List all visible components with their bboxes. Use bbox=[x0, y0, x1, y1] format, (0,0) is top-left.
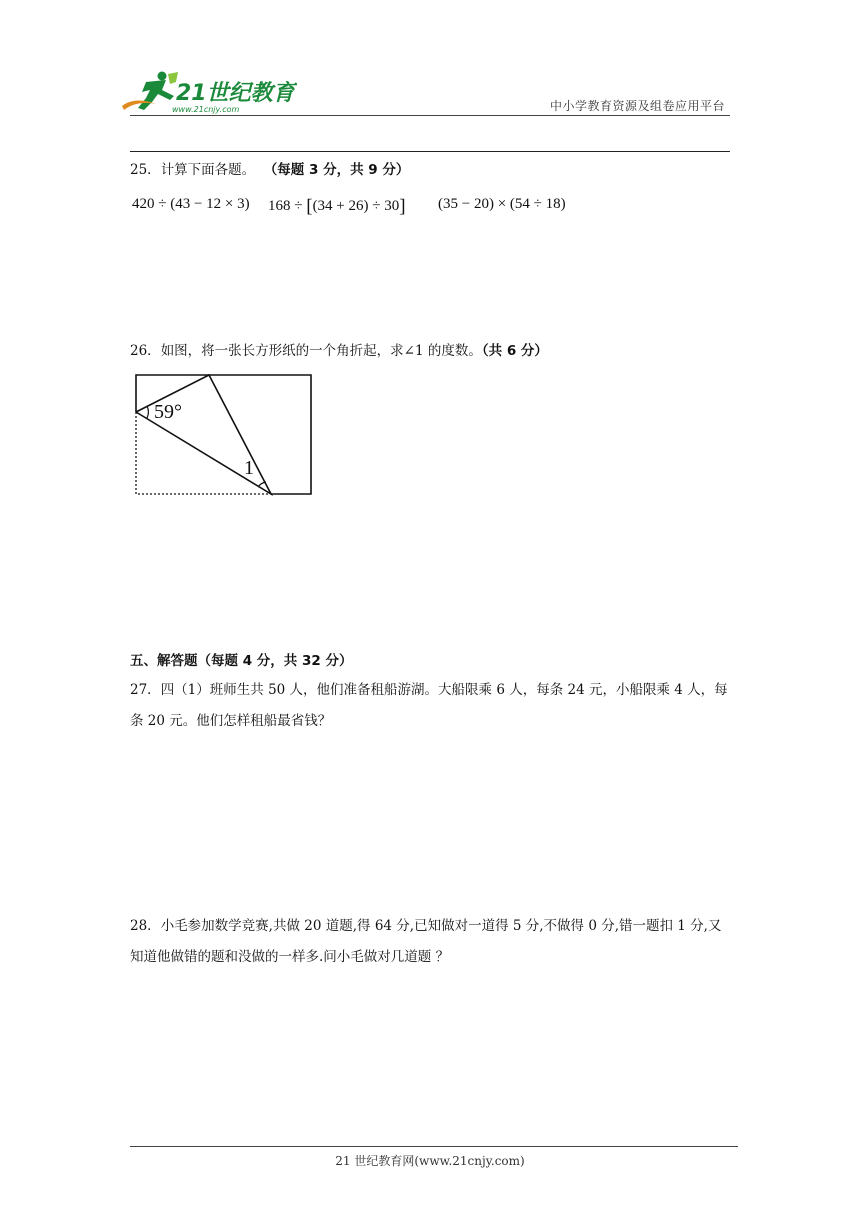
expression-2-prefix: 168 ÷ bbox=[268, 198, 307, 214]
question-text: 计算下面各题。 bbox=[160, 162, 256, 178]
question-text: 如图，将一张长方形纸的一个角折起，求∠1 的度数。 bbox=[160, 343, 482, 359]
expression-1: 420 ÷ (43 − 12 × 3) bbox=[132, 196, 250, 212]
folded-paper-figure bbox=[130, 370, 315, 500]
expression-2-inner: (34 + 26) ÷ 30 bbox=[312, 198, 400, 214]
question-number: 26． bbox=[130, 343, 161, 359]
question-25 bbox=[130, 156, 409, 184]
question-number: 27． bbox=[130, 682, 161, 698]
angle-59-arc bbox=[147, 406, 148, 418]
question-number: 28． bbox=[130, 918, 161, 934]
question-text: 小毛参加数学竞赛,共做 20 道题,得 64 分,已知做对一道得 5 分,不做得 0 分,错一题扣 1 分,又知道他做错的题和没做的一样多.问小毛做对几道题 ？ bbox=[130, 918, 722, 965]
question-score: （共 6 分） bbox=[481, 343, 548, 359]
bracket-right: ] bbox=[399, 196, 406, 217]
site-logo bbox=[122, 70, 297, 114]
bracket-left: [ bbox=[306, 196, 313, 217]
runner-icon bbox=[122, 72, 178, 111]
question-text: 四（1）班师生共 50 人，他们准备租船游湖。大船限乘 6 人，每条 24 元，小船限乘 4 人，每条 20 元。他们怎样租船最省钱？ bbox=[130, 682, 728, 729]
footer-text: 21 世纪教育网(www.21cnjy.com) bbox=[335, 1154, 525, 1168]
footer-divider bbox=[130, 1146, 738, 1147]
question-score: （每题 3 分，共 9 分） bbox=[263, 162, 410, 178]
expression-3: (35 − 20) × (54 ÷ 18) bbox=[438, 196, 566, 212]
rectangle-outline bbox=[136, 375, 311, 494]
platform-tagline: 中小学教育资源及组卷应用平台 bbox=[549, 99, 725, 113]
logo-text: 21世纪教育 bbox=[176, 81, 295, 106]
header-divider bbox=[130, 115, 730, 116]
question-28 bbox=[130, 911, 730, 973]
question-number: 25． bbox=[130, 162, 161, 178]
question-27 bbox=[130, 675, 730, 737]
angle-1-label: 1 bbox=[244, 457, 254, 479]
question-26 bbox=[130, 337, 548, 365]
logo-url: www.21cnjy.com bbox=[172, 105, 240, 114]
angle-59-label: 59° bbox=[154, 401, 182, 423]
header-divider-lower bbox=[130, 151, 730, 152]
angle-1-arc bbox=[258, 482, 266, 487]
expression-2 bbox=[268, 196, 406, 218]
section-5-title: 五、解答题（每题 4 分，共 32 分） bbox=[130, 653, 353, 669]
